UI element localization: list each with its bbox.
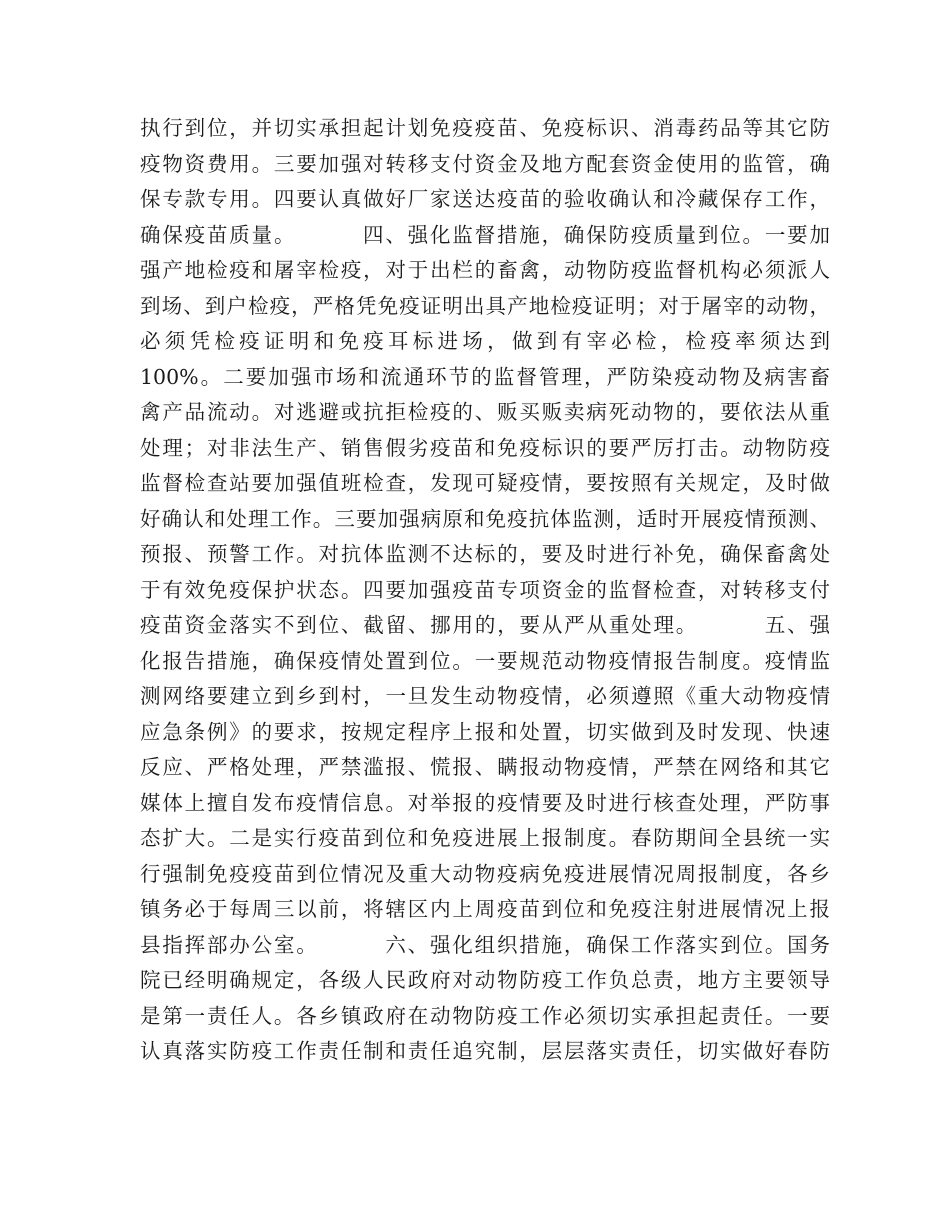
text-line: 必须凭检疫证明和免疫耳标进场，做到有宰必检，检疫率须达到 (140, 329, 830, 353)
text-line: 100%。二要加强市场和流通环节的监督管理，严防染疫动物及病害畜 (140, 364, 830, 389)
text-line: 行强制免疫疫苗到位情况及重大动物疫病免疫进展情况周报制度，各乡 (140, 861, 830, 886)
text-line: 预报、预警工作。对抗体监测不达标的，要及时进行补免，确保畜禽处 (140, 542, 830, 566)
text-line: 于有效免疫保护状态。四要加强疫苗专项资金的监督检查，对转移支付 (140, 577, 830, 602)
text-line: 态扩大。二是实行疫苗到位和免疫进展上报制度。春防期间全县统一实 (140, 826, 830, 850)
text-line: 化报告措施，确保疫情处置到位。一要规范动物疫情报告制度。疫情监 (140, 648, 830, 673)
text-line: 媒体上擅自发布疫情信息。对举报的疫情要及时进行核查处理，严防事 (140, 790, 830, 815)
text-line: 执行到位，并切实承担起计划免疫疫苗、免疫标识、消毒药品等其它防 (140, 116, 830, 140)
text-line: 监督检查站要加强值班检查，发现可疑疫情，要按照有关规定，及时做 (140, 471, 830, 495)
text-line: 院已经明确规定，各级人民政府对动物防疫工作负总责，地方主要领导 (140, 968, 830, 992)
text-line: 保专款专用。四要认真做好厂家送达疫苗的验收确认和冷藏保存工作， (140, 187, 830, 211)
text-line: 测网络要建立到乡到村，一旦发生动物疫情，必须遵照《重大动物疫情 (140, 684, 830, 708)
body-text (140, 111, 830, 1070)
text-line: 确保疫苗质量。 四、强化监督措施，确保防疫质量到位。一要加 (140, 222, 830, 247)
text-line: 反应、严格处理，严禁滥报、慌报、瞒报动物疫情，严禁在网络和其它 (140, 755, 830, 779)
text-line: 处理；对非法生产、销售假劣疫苗和免疫标识的要严厉打击。动物防疫 (140, 435, 830, 460)
text-line: 应急条例》的要求，按规定程序上报和处置，切实做到及时发现、快速 (140, 719, 830, 744)
text-line: 县指挥部办公室。 六、强化组织措施，确保工作落实到位。国务 (140, 932, 830, 957)
text-line: 镇务必于每周三以前，将辖区内上周疫苗到位和免疫注射进展情况上报 (140, 897, 830, 921)
text-line: 疫物资费用。三要加强对转移支付资金及地方配套资金使用的监管，确 (140, 151, 830, 176)
text-line: 到场、到户检疫，严格凭免疫证明出具产地检疫证明；对于屠宰的动物， (140, 293, 830, 318)
text-line: 禽产品流动。对逃避或抗拒检疫的、贩买贩卖病死动物的，要依法从重 (140, 400, 830, 424)
text-line: 认真落实防疫工作责任制和责任追究制，层层落实责任，切实做好春防 (140, 1039, 830, 1063)
text-line: 疫苗资金落实不到位、截留、挪用的，要从严从重处理。 五、强 (140, 613, 830, 637)
text-line: 强产地检疫和屠宰检疫，对于出栏的畜禽，动物防疫监督机构必须派人 (140, 258, 830, 282)
text-line: 是第一责任人。各乡镇政府在动物防疫工作必须切实承担起责任。一要 (140, 1003, 830, 1028)
text-line: 好确认和处理工作。三要加强病原和免疫抗体监测，适时开展疫情预测、 (140, 506, 830, 531)
